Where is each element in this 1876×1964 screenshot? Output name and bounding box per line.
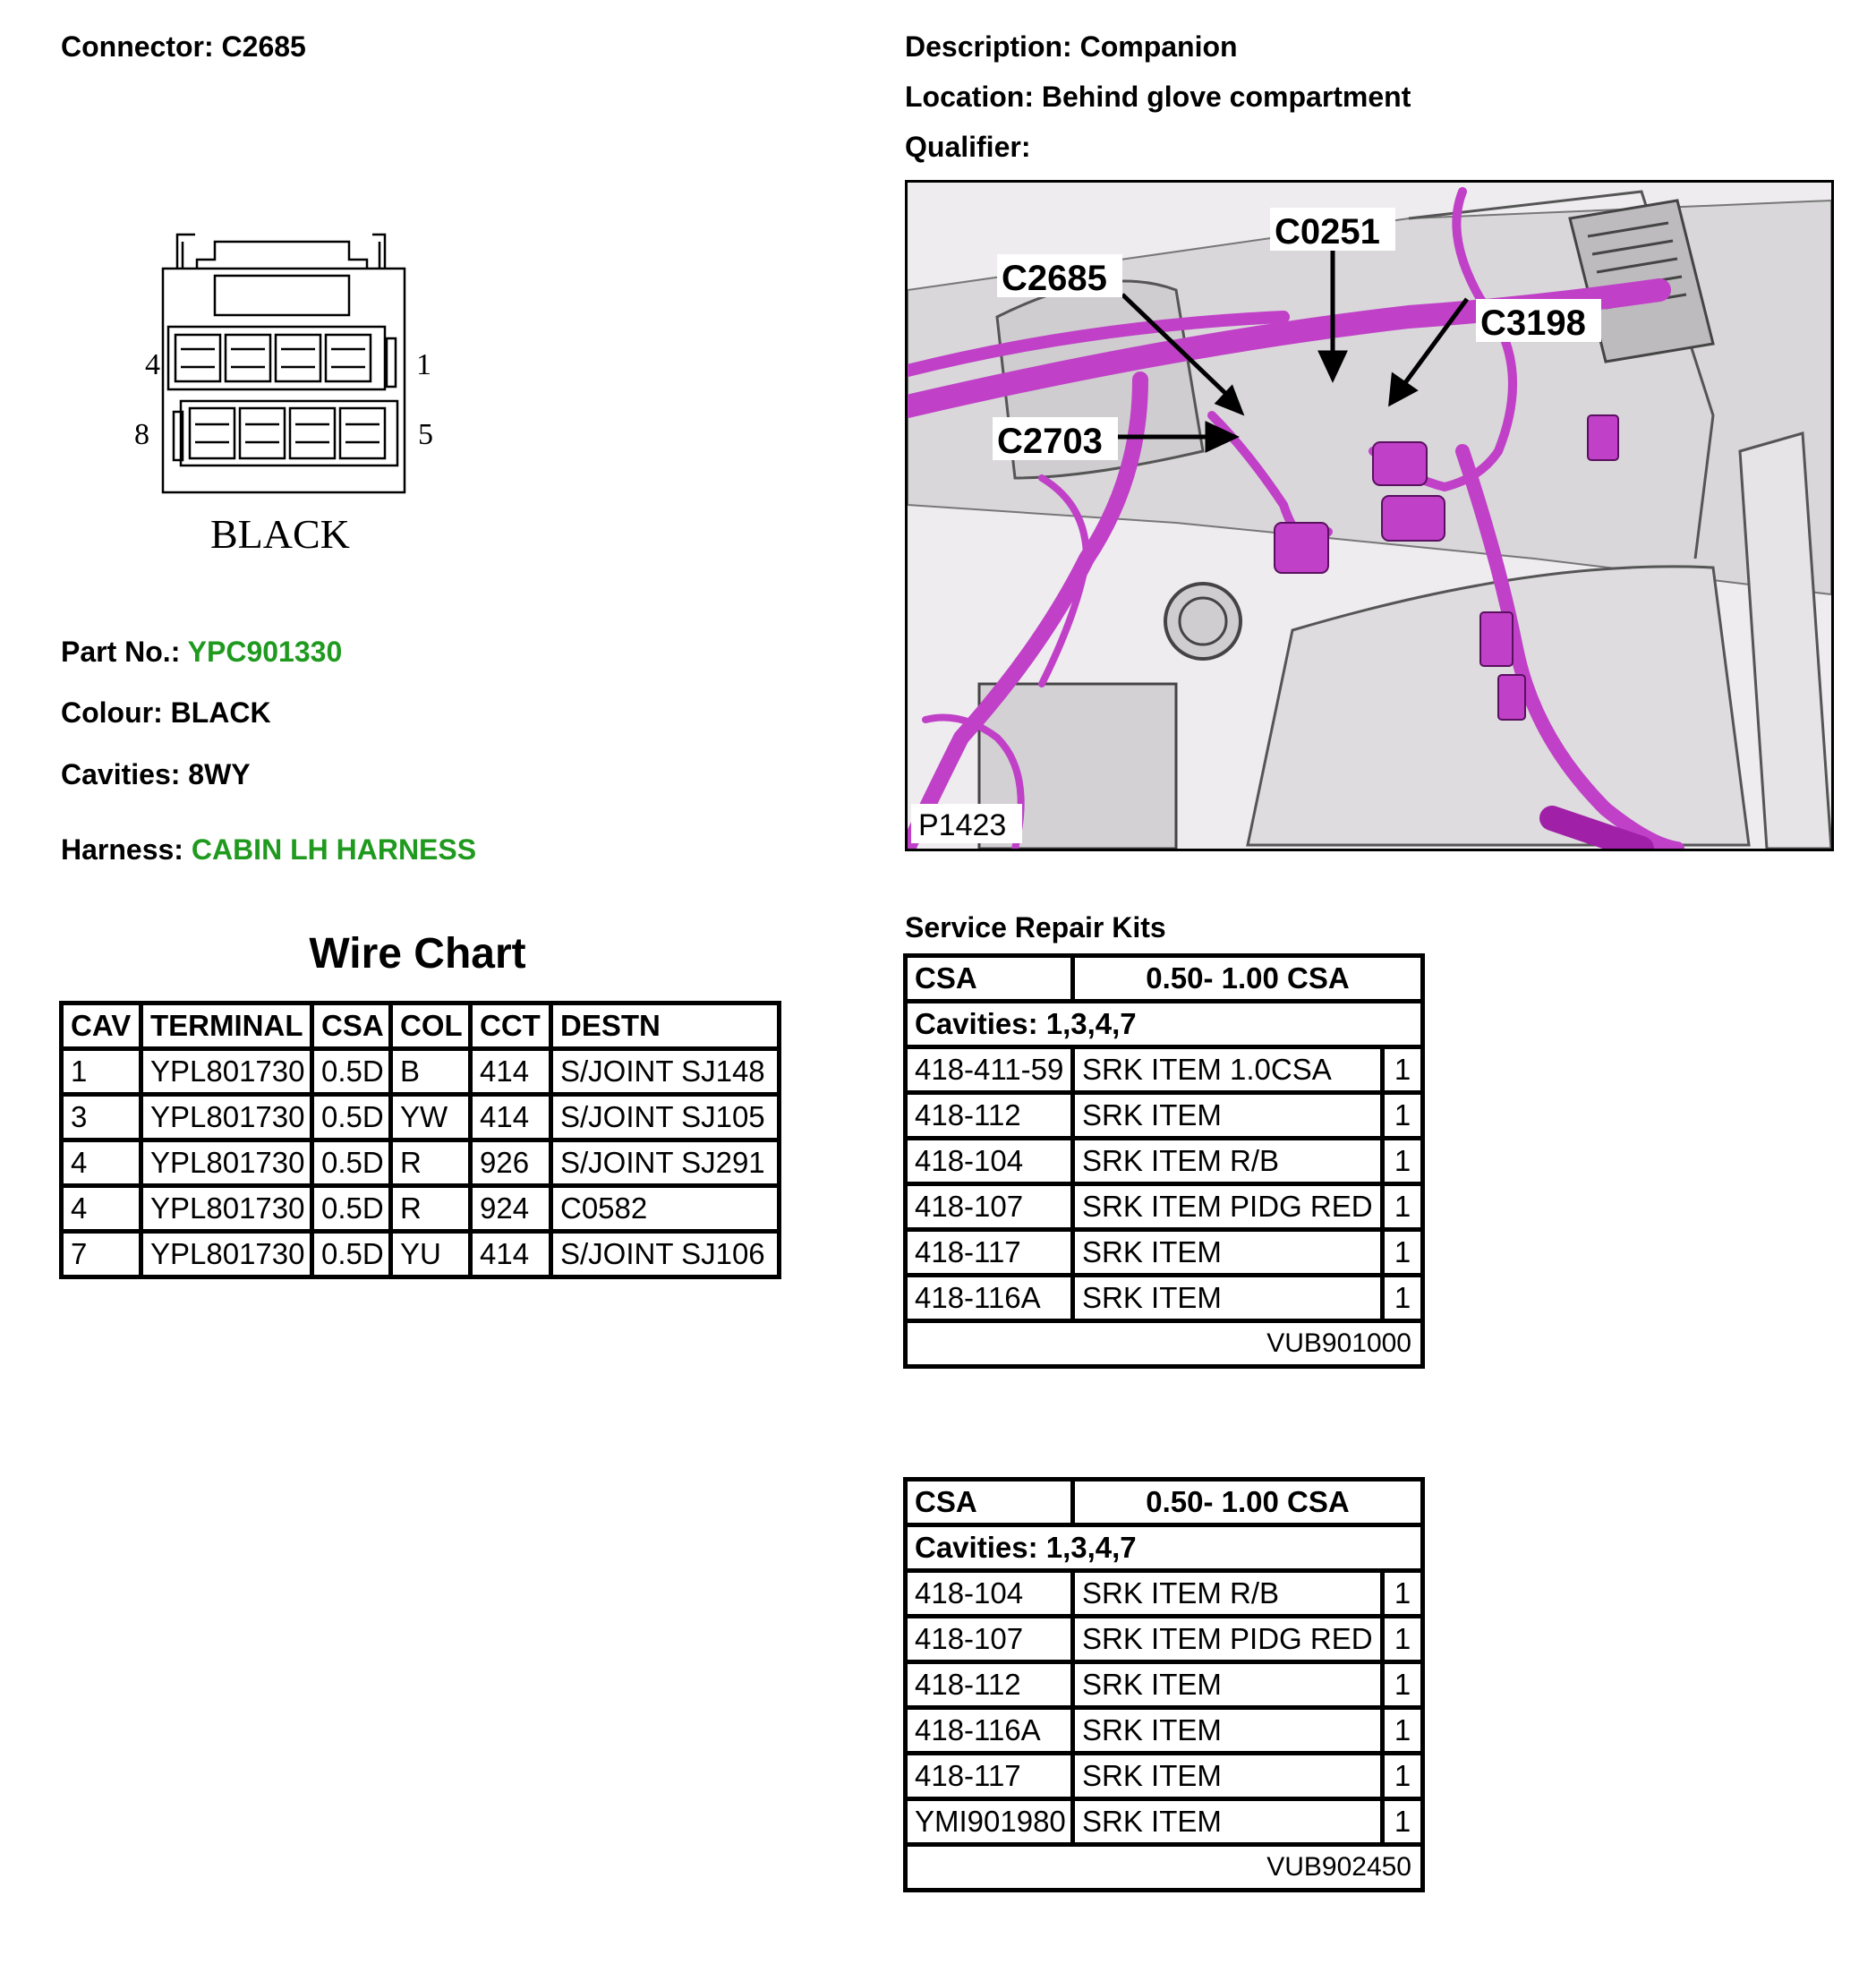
table-row <box>906 1093 1423 1139</box>
kit-item-desc: SRK ITEM PIDG RED <box>1073 1184 1383 1230</box>
kit-item-qty: 1 <box>1383 1230 1423 1276</box>
kit-item-part: 418-116A <box>906 1276 1073 1321</box>
table-row <box>62 1232 780 1277</box>
kit-item-desc: SRK ITEM 1.0CSA <box>1073 1047 1383 1093</box>
kit-item-desc: SRK ITEM <box>1073 1662 1383 1708</box>
table-row <box>906 1047 1423 1093</box>
kit-item-qty: 1 <box>1383 1276 1423 1321</box>
qualifier-line <box>905 129 1030 165</box>
callout-c0251: C0251 <box>1275 212 1380 252</box>
kit-number-row <box>906 1845 1423 1891</box>
pin-label-1: 1 <box>416 348 431 381</box>
table-row <box>906 1799 1423 1845</box>
kit-item-part: 418-117 <box>906 1754 1073 1799</box>
callout-c2703: C2703 <box>997 422 1103 461</box>
kit-item-part: 418-104 <box>906 1139 1073 1184</box>
kit-number: VUB902450 <box>906 1845 1423 1891</box>
kit-cavities-row <box>906 1525 1423 1571</box>
kit-item-part: 418-112 <box>906 1093 1073 1139</box>
colour-line <box>61 695 271 730</box>
kit-csa-label: CSA <box>906 1480 1073 1525</box>
cell-col: YW <box>391 1095 471 1140</box>
kit-item-qty: 1 <box>1383 1047 1423 1093</box>
kit-cavities-row <box>906 1002 1423 1047</box>
wire-chart-title: Wire Chart <box>309 930 526 978</box>
table-row <box>906 1184 1423 1230</box>
kit-csa-label: CSA <box>906 956 1073 1002</box>
pin-label-4: 4 <box>145 348 160 381</box>
table-row <box>62 1186 780 1232</box>
cell-terminal: YPL801730 <box>141 1232 312 1277</box>
location-value: Behind glove compartment <box>1041 81 1411 113</box>
kit-item-part: 418-107 <box>906 1617 1073 1662</box>
cell-terminal: YPL801730 <box>141 1186 312 1232</box>
cell-csa: 0.5D <box>312 1049 391 1095</box>
part-number-label: Part No.: <box>61 636 181 668</box>
location-label: Location: <box>905 81 1034 113</box>
cell-terminal: YPL801730 <box>141 1140 312 1186</box>
kit-item-desc: SRK ITEM <box>1073 1276 1383 1321</box>
cell-csa: 0.5D <box>312 1095 391 1140</box>
cell-csa: 0.5D <box>312 1232 391 1277</box>
col-header-cct: CCT <box>471 1003 551 1049</box>
connector-face-drawing <box>125 224 465 573</box>
kit-item-part: YMI901980 <box>906 1799 1073 1845</box>
cell-destn: S/JOINT SJ291 <box>551 1140 780 1186</box>
cell-cct: 926 <box>471 1140 551 1186</box>
colour-value: BLACK <box>170 696 271 729</box>
connector-value: C2685 <box>221 30 306 63</box>
connector-colour-caption: BLACK <box>210 511 350 557</box>
kit-number: VUB901000 <box>906 1321 1423 1367</box>
table-row <box>906 1617 1423 1662</box>
repair-kits-title: Service Repair Kits <box>905 911 1166 944</box>
qualifier-label: Qualifier: <box>905 131 1031 163</box>
harness-link[interactable]: CABIN LH HARNESS <box>191 833 477 866</box>
colour-label: Colour: <box>61 696 163 729</box>
connector-line <box>61 29 306 64</box>
cell-cct: 414 <box>471 1095 551 1140</box>
kit-item-desc: SRK ITEM <box>1073 1230 1383 1276</box>
location-illustration <box>905 180 1834 851</box>
kit-item-qty: 1 <box>1383 1754 1423 1799</box>
kit-item-qty: 1 <box>1383 1571 1423 1617</box>
cell-col: R <box>391 1186 471 1232</box>
callout-c3198: C3198 <box>1480 303 1586 343</box>
part-number-link[interactable]: YPC901330 <box>187 636 343 668</box>
cell-terminal: YPL801730 <box>141 1095 312 1140</box>
kit-item-desc: SRK ITEM <box>1073 1093 1383 1139</box>
table-row <box>906 1708 1423 1754</box>
kit-item-part: 418-411-59 <box>906 1047 1073 1093</box>
kit-cavities: Cavities: 1,3,4,7 <box>906 1525 1423 1571</box>
table-row <box>906 1754 1423 1799</box>
kit-item-qty: 1 <box>1383 1708 1423 1754</box>
cell-destn: C0582 <box>551 1186 780 1232</box>
kit-item-qty: 1 <box>1383 1799 1423 1845</box>
kit-item-qty: 1 <box>1383 1662 1423 1708</box>
kit-item-desc: SRK ITEM <box>1073 1708 1383 1754</box>
cell-col: YU <box>391 1232 471 1277</box>
kit-item-qty: 1 <box>1383 1184 1423 1230</box>
table-row <box>906 1276 1423 1321</box>
part-number-line <box>61 634 342 670</box>
harness-line <box>61 832 476 867</box>
kit-item-qty: 1 <box>1383 1617 1423 1662</box>
wire-chart-table <box>59 1001 781 1279</box>
cell-cav: 4 <box>62 1140 141 1186</box>
table-row <box>62 1095 780 1140</box>
kit-csa-value: 0.50- 1.00 CSA <box>1073 1480 1423 1525</box>
col-header-destn: DESTN <box>551 1003 780 1049</box>
cavities-label: Cavities: <box>61 758 181 790</box>
cavities-line <box>61 756 251 792</box>
kit-cavities: Cavities: 1,3,4,7 <box>906 1002 1423 1047</box>
col-header-cav: CAV <box>62 1003 141 1049</box>
cell-cav: 4 <box>62 1186 141 1232</box>
kit-csa-value: 0.50- 1.00 CSA <box>1073 956 1423 1002</box>
kit-csa-row <box>906 956 1423 1002</box>
cell-cct: 414 <box>471 1232 551 1277</box>
figure-id: P1423 <box>918 808 1007 842</box>
description-line <box>905 29 1238 64</box>
col-header-csa: CSA <box>312 1003 391 1049</box>
cell-cav: 1 <box>62 1049 141 1095</box>
cell-cav: 3 <box>62 1095 141 1140</box>
kit-item-qty: 1 <box>1383 1093 1423 1139</box>
pin-label-5: 5 <box>418 418 433 451</box>
table-row <box>62 1140 780 1186</box>
kit-item-part: 418-107 <box>906 1184 1073 1230</box>
table-row <box>906 1139 1423 1184</box>
kit-item-qty: 1 <box>1383 1139 1423 1184</box>
cell-cct: 924 <box>471 1186 551 1232</box>
cell-csa: 0.5D <box>312 1186 391 1232</box>
cell-destn: S/JOINT SJ105 <box>551 1095 780 1140</box>
kit-item-part: 418-117 <box>906 1230 1073 1276</box>
table-row <box>906 1662 1423 1708</box>
harness-label: Harness: <box>61 833 183 866</box>
description-label: Description: <box>905 30 1072 63</box>
cell-csa: 0.5D <box>312 1140 391 1186</box>
cavities-value: 8WY <box>188 758 251 790</box>
kit-item-part: 418-112 <box>906 1662 1073 1708</box>
wire-chart-header-row <box>62 1003 780 1049</box>
callout-c2685: C2685 <box>1002 259 1107 298</box>
col-header-terminal: TERMINAL <box>141 1003 312 1049</box>
kit-number-row <box>906 1321 1423 1367</box>
kit-item-part: 418-116A <box>906 1708 1073 1754</box>
cell-cct: 414 <box>471 1049 551 1095</box>
kit-item-desc: SRK ITEM <box>1073 1799 1383 1845</box>
cell-destn: S/JOINT SJ148 <box>551 1049 780 1095</box>
connector-label: Connector: <box>61 30 214 63</box>
col-header-col: COL <box>391 1003 471 1049</box>
kit-item-desc: SRK ITEM <box>1073 1754 1383 1799</box>
kit-item-desc: SRK ITEM PIDG RED <box>1073 1617 1383 1662</box>
cell-col: R <box>391 1140 471 1186</box>
cell-cav: 7 <box>62 1232 141 1277</box>
table-row <box>62 1049 780 1095</box>
cell-destn: S/JOINT SJ106 <box>551 1232 780 1277</box>
location-line <box>905 79 1411 115</box>
pin-label-8: 8 <box>134 418 149 451</box>
cell-col: B <box>391 1049 471 1095</box>
description-value: Companion <box>1079 30 1238 63</box>
repair-kit-table-1 <box>903 953 1425 1369</box>
kit-csa-row <box>906 1480 1423 1525</box>
kit-item-desc: SRK ITEM R/B <box>1073 1139 1383 1184</box>
table-row <box>906 1230 1423 1276</box>
table-row <box>906 1571 1423 1617</box>
kit-item-desc: SRK ITEM R/B <box>1073 1571 1383 1617</box>
cell-terminal: YPL801730 <box>141 1049 312 1095</box>
kit-item-part: 418-104 <box>906 1571 1073 1617</box>
repair-kit-table-2 <box>903 1477 1425 1892</box>
